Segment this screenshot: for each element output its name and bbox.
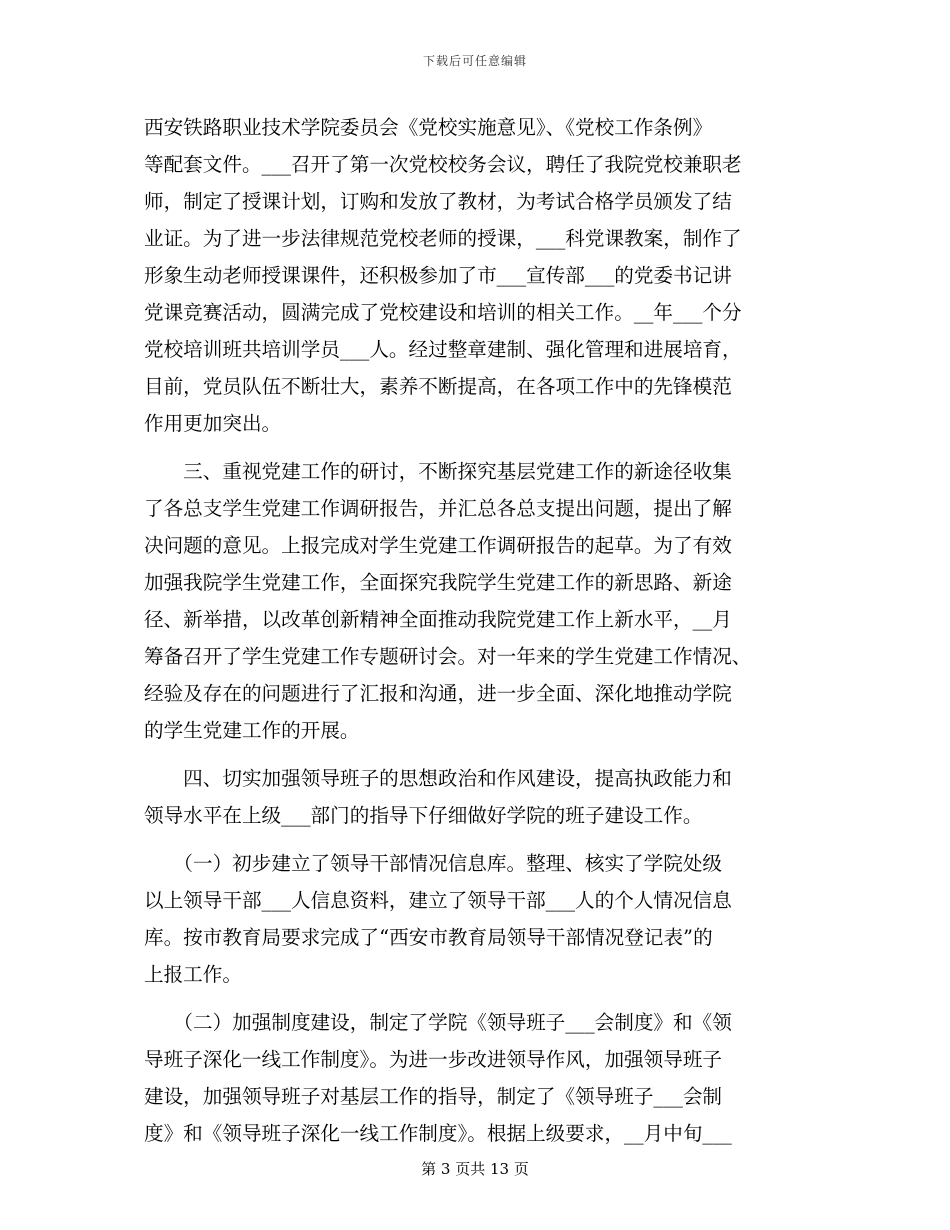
text-line: 目前，党员队伍不断壮大，素养不断提高，在各项工作中的先锋模范 [144, 375, 732, 398]
text-line: 以上领导干部___人信息资料，建立了领导干部___人的个人情况信息 [144, 889, 732, 912]
text-line: （二）加强制度建设，制定了学院《领导班子___会制度》和《领 [144, 1011, 732, 1034]
document-body [144, 109, 806, 1152]
text-line: 了各总支学生党建工作调研报告，并汇总各总支提出问题，提出了解 [144, 497, 732, 520]
text-line: 领导水平在上级___部门的指导下仔细做好学院的班子建设工作。 [144, 804, 703, 827]
text-line: 度》和《领导班子深化一线工作制度》。根据上级要求，__月中旬___ [144, 1122, 732, 1145]
text-line: 上报工作。 [144, 963, 242, 986]
text-line: 师，制定了授课计划，订购和发放了教材，为考试合格学员颁发了结 [144, 190, 732, 213]
page-footer: 第 3 页共 13 页 [421, 1160, 529, 1178]
text-line: 作用更加突出。 [144, 412, 282, 435]
text-line: 加强我院学生党建工作，全面探究我院学生党建工作的新思路、新途 [144, 571, 732, 594]
text-line: 筹备召开了学生党建工作专题研讨会。对一年来的学生党建工作情况、 [144, 645, 752, 668]
text-line: 四、切实加强领导班子的思想政治和作风建设，提高执政能力和 [144, 767, 732, 790]
text-line: 党校培训班共培训学员___人。经过整章建制、强化管理和进展培育， [144, 338, 742, 361]
text-line: 径、新举措，以改革创新精神全面推动我院党建工作上新水平，__月 [144, 608, 732, 631]
text-line: 库。按市教育局要求完成了“西安市教育局领导干部情况登记表”的 [144, 926, 713, 949]
text-line: 西安铁路职业技术学院委员会《党校实施意见》、《党校工作条例》 [144, 116, 713, 139]
text-line: 业证。为了进一步法律规范党校老师的授课，___科党课教案，制作了 [144, 227, 742, 250]
text-line: 等配套文件。___召开了第一次党校校务会议，聘任了我院党校兼职老 [144, 153, 742, 176]
text-line: 党课竞赛活动，圆满完成了党校建设和培训的相关工作。__年___个分 [144, 301, 742, 324]
text-line: 的学生党建工作的开展。 [144, 719, 360, 742]
text-line: 导班子深化一线工作制度》。为进一步改进领导作风，加强领导班子 [144, 1048, 723, 1071]
text-line: 经验及存在的问题进行了汇报和沟通，进一步全面、深化地推动学院 [144, 682, 732, 705]
text-line: 形象生动老师授课课件，还积极参加了市___宣传部___的党委书记讲 [144, 264, 732, 287]
page-header: 下载后可任意编辑 [422, 54, 527, 68]
text-line: 建设，加强领导班子对基层工作的指导，制定了《领导班子___会制 [144, 1085, 723, 1108]
text-line: （一）初步建立了领导干部情况信息库。整理、核实了学院处级 [144, 852, 723, 875]
text-line: 决问题的意见。上报完成对学生党建工作调研报告的起草。为了有效 [144, 534, 732, 557]
text-line: 三、重视党建工作的研讨，不断探究基层党建工作的新途径收集 [144, 460, 732, 483]
